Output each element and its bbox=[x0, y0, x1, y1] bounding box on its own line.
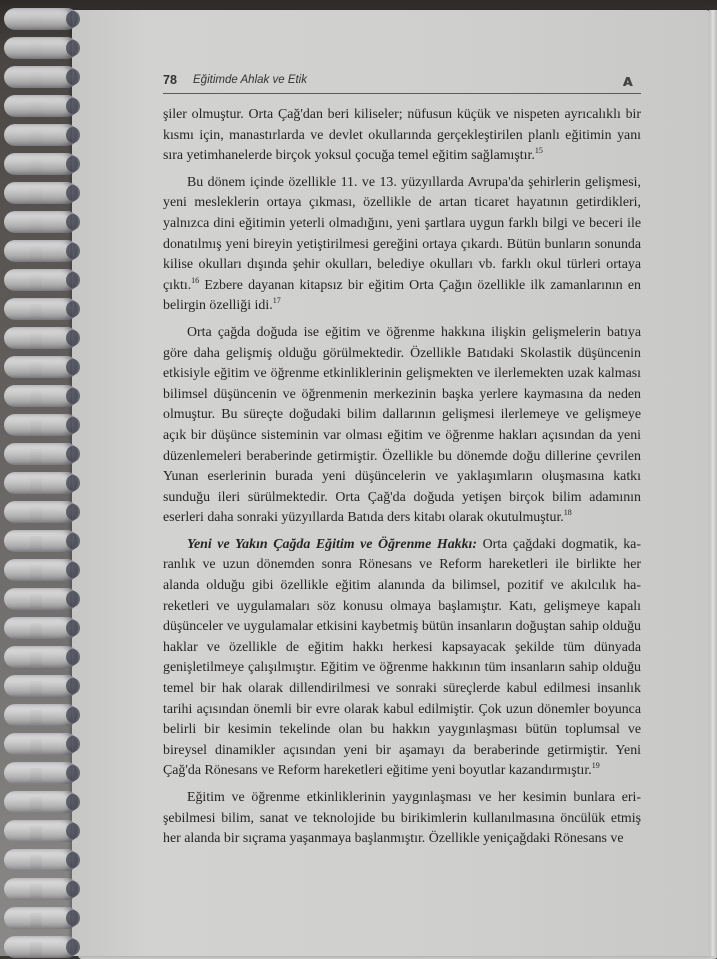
paragraph-3 bbox=[163, 323, 641, 529]
spiral-coil bbox=[4, 762, 78, 784]
paragraph-1 bbox=[163, 105, 641, 167]
paragraph-text: şiler olmuştur. Orta Çağ'dan beri kiliseler; nüfusun küçük ve nispeten ayrıcalıklı bir kısmı için, manastırlarda ve devlet okullarında gerçekleştirilen planlı eğitimin yanı sıra yetimhanelerde birçok yoksul çocuğa temel eğitim sağlamıştır. bbox=[163, 107, 641, 164]
spiral-coil bbox=[4, 182, 78, 204]
spiral-coil bbox=[4, 8, 78, 30]
spiral-coil bbox=[4, 356, 78, 378]
footnote-ref: 19 bbox=[591, 761, 600, 771]
spiral-coil bbox=[4, 675, 78, 697]
spiral-coil bbox=[4, 791, 78, 813]
publisher-logo-icon: ᴀ bbox=[622, 71, 633, 90]
spiral-coil bbox=[4, 240, 78, 262]
paragraph-text: Eğitim ve öğrenme etkinliklerinin yaygınlaşması ve her kesimin bunlara erişebilmesi bilim, sanat ve teknolojide bu birikimlerin kullanılmasına öncülük etmiş her alanda bir sıçrama yaşanmaya başlanmıştır. Özellikle yeniçağdaki Rönesans ve bbox=[163, 790, 641, 847]
spiral-coil bbox=[4, 820, 78, 842]
spiral-coil bbox=[4, 704, 78, 726]
page-edge bbox=[709, 10, 717, 956]
spiral-coil bbox=[4, 878, 78, 900]
section-heading: Yeni ve Yakın Çağda Eğitim ve Öğrenme Hakkı: bbox=[187, 536, 478, 552]
paragraph-text: Bu dönem içinde özellikle 11. ve 13. yüzyıllarda Avrupa'da şehirlerin gelişmesi, yeni mesleklerin ortaya çıkması, özellikle de artan ticaret hayatının getirdikleri, yalnızca dini eğitimin yeterli olmadığını, yeni şartlara uygun farklı bilgi ve beceri ile donatılmış yeni bireyin yetiştirilmesi gereğini ortaya çıkardı. Bütün bunların sonunda kilise okulları dışında şehir okulları, belediye okulları vb. farklı okul türleri ortaya çıktı. bbox=[163, 174, 641, 293]
page-content bbox=[163, 71, 641, 856]
paragraph-5 bbox=[163, 788, 641, 850]
spiral-coil bbox=[4, 414, 78, 436]
spiral-binding bbox=[0, 0, 82, 956]
spiral-coil bbox=[4, 936, 78, 958]
spiral-coil bbox=[4, 646, 78, 668]
spiral-coil bbox=[4, 327, 78, 349]
spiral-coil bbox=[4, 733, 78, 755]
paragraph-text: Orta çağda doğuda ise eğitim ve öğrenme hakkına ilişkin gelişmelerin batıya göre daha gelişmiş olduğu görülmektedir. Özellikle Batıdaki Skolastik düşüncenin etkisiyle eğitim ve öğrenme etkinliklerinin gelişmekten ve ilerlemekten uzak kalması bilimsel düşüncenin ve öğrenmenin merkezinin başka yerlere kaymasına da neden olmuştur. Bu süreçte doğudaki bilim dallarının gelişmesi ilerlemeye ve gelişmeye açık bir düşünce sisteminin var olması eğitim ve öğrenme hakları açısından da yeni düzenlemeleri beraberinde getirmiştir. Özellikle bu dönemde doğu dillerine çevrilen Yunan eserlerinin burada yeni düşüncelerin ve yaklaşımların oluşmasına katkı sunduğu ileri sürülmektedir. Orta Çağ'da doğuda yetişen birçok bilim adamının eserleri daha sonraki yüzyıllarda Batıda ders kitabı olarak okutulmuştur. bbox=[163, 324, 641, 526]
page-number: 78 bbox=[163, 73, 177, 87]
spiral-coil bbox=[4, 66, 78, 88]
footnote-ref: 16 bbox=[191, 275, 200, 285]
spiral-coil bbox=[4, 443, 78, 465]
spiral-coil bbox=[4, 501, 78, 523]
spiral-coil bbox=[4, 617, 78, 639]
book-title: Eğitimde Ahlak ve Etik bbox=[193, 74, 307, 86]
spiral-coil bbox=[4, 385, 78, 407]
footnote-ref: 15 bbox=[534, 146, 543, 156]
spiral-coil bbox=[4, 298, 78, 320]
spiral-coil bbox=[4, 588, 78, 610]
footnote-ref: 18 bbox=[563, 508, 572, 518]
paragraph-2 bbox=[163, 173, 641, 317]
spiral-coil bbox=[4, 95, 78, 117]
spiral-coil bbox=[4, 907, 78, 929]
footnote-ref: 17 bbox=[272, 296, 281, 306]
spiral-coil bbox=[4, 472, 78, 494]
paragraph-text: Orta çağdaki dogmatik, karanlık ve uzun dönemden sonra Rönesans ve Reform hareketleri ile birlikte her alanda olduğu gibi özellikle eğitim alanında da bilimsel, pozitif ve akılcılık hareketleri ve uygulamaları söz konusu olmaya başlamıştır. Katı, gelişmeye kapalı düşünceler ve uygulamalar etkisini kaybetmiş bütün insanların doğuştan sahip olduğu haklar ve özellikle de eğitim hakkı herkesi kapsayacak şekilde tüm dünyada genişletilmeye çalışılmıştır. Eğitim ve öğrenme hakkının tüm insanların sahip olduğu temel bir hak olarak dillendirilmesi ve sonraki süreçlerde kabul edilmesi insanlık tarihi açısından önemli bir evre olarak kabul edilmiştir. Çok uzun dönemler boyunca belirli bir kesimin tekelinde olan bu hakkın yaygınlaşması bütün toplumsal ve bireysel dinamikler açısından yeni bir aşamayı da beraberinde getirmiştir. Yeni Çağ'da Rönesans ve Reform hareketleri eğitime yeni boyutlar kazandırmıştır. bbox=[163, 536, 641, 779]
spiral-coil bbox=[4, 124, 78, 146]
spiral-coil bbox=[4, 530, 78, 552]
spiral-coil bbox=[4, 849, 78, 871]
paragraph-4 bbox=[163, 535, 641, 782]
spiral-coil bbox=[4, 37, 78, 59]
body-text bbox=[163, 105, 641, 850]
paragraph-text: Ezbere dayanan kitapsız bir eğitim Orta Çağın özellikle ilk zamanlarının en belirgin özelliği idi. bbox=[163, 277, 641, 314]
spiral-coil bbox=[4, 269, 78, 291]
spiral-coil bbox=[4, 153, 78, 175]
spiral-coil bbox=[4, 559, 78, 581]
running-head bbox=[163, 71, 641, 94]
spiral-coil bbox=[4, 211, 78, 233]
